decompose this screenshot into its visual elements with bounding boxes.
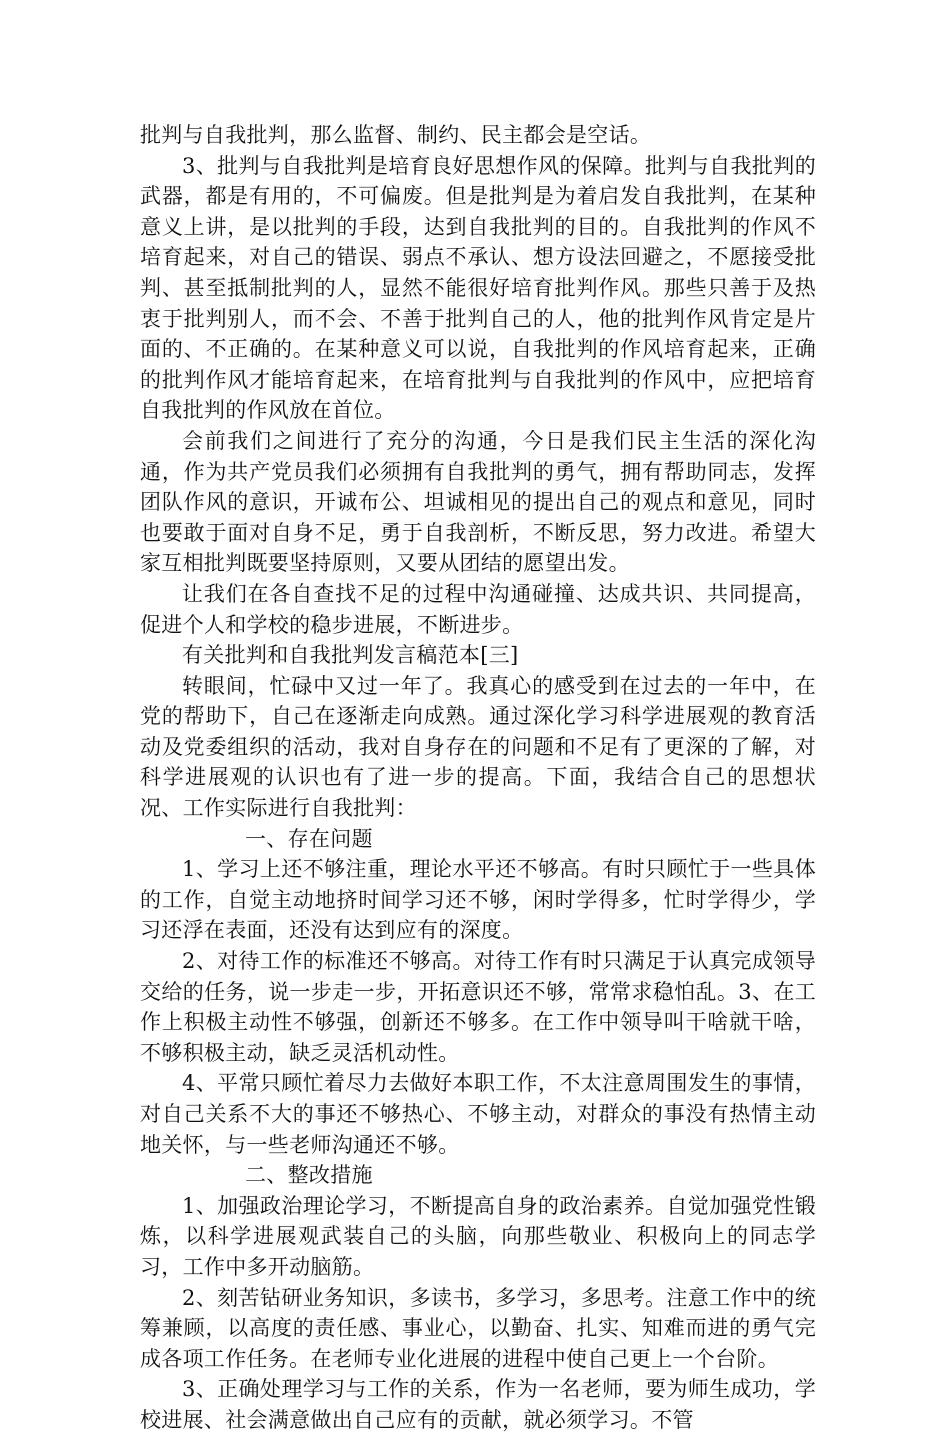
section-heading-problems: 一、存在问题 [245, 826, 373, 851]
paragraph-problem-1: 1、学习上还不够注重，理论水平还不够高。有时只顾忙于一些具体的工作，自觉主动地挤时间学习还不够，闲时学得多，忙时学得少，学习还浮在表面，还没有达到应有的深度。 [140, 857, 816, 943]
paragraph-problem-4: 4、平常只顾忙着尽力去做好本职工作，不太注意周围发生的事情，对自己关系不大的事还不够热心、不够主动，对群众的事没有热情主动地关怀，与一些老师沟通还不够。 [140, 1071, 816, 1157]
paragraph-intro: 转眼间，忙碌中又过一年了。我真心的感受到在过去的一年中，在党的帮助下，自己在逐渐走向成熟。通过深化学习科学进展观的教育活动及党委组织的活动，我对自身存在的问题和不足有了更深的了解，对科学进展观的认识也有了进一步的提高。下面，我结合自己的思想状况、工作实际进行自我批判： [140, 673, 816, 821]
paragraph-criticism-guarantee: 3、批判与自我批判是培育良好思想作风的保障。批判与自我批判的武器，都是有用的，不可偏废。但是批判是为着启发自我批判，在某种意义上讲，是以批判的手段，达到自我批判的目的。自我批判的作风不培育起来，对自己的错误、弱点不承认、想方设法回避之，不愿接受批判、甚至抵制批判的人，显然不能很好培育批判作风。那些只善于及热衷于批判别人，而不会、不善于批判自己的人，他的批判作风肯定是片面的、不正确的。在某种意义可以说，自我批判的作风培育起来，正确的批判作风才能培育起来，在培育批判与自我批判的作风中，应把培育自我批判的作风放在首位。 [140, 153, 816, 423]
section-heading-measures: 二、整改措施 [245, 1163, 373, 1188]
paragraph-measure-2: 2、刻苦钻研业务知识，多读书，多学习，多思考。注意工作中的统筹兼顾，以高度的责任感、事业心，以勤奋、扎实、知难而进的勇气完成各项工作任务。在老师专业化进展的进程中使自己更上一个台阶。 [140, 1285, 816, 1371]
document-page [140, 120, 816, 1436]
paragraph-continued: 批判与自我批判，那么监督、制约、民主都会是空话。 [140, 123, 652, 147]
paragraph-closing-wish: 让我们在各自查找不足的过程中沟通碰撞、达成共识、共同提高，促进个人和学校的稳步进展，不断进步。 [140, 581, 816, 637]
document-heading: 有关批判和自我批判发言稿范本[三] [182, 643, 519, 668]
paragraph-measure-1: 1、加强政治理论学习，不断提高自身的政治素养。自觉加强党性锻炼，以科学进展观武装自己的头脑，向那些敬业、积极向上的同志学习，工作中多开动脑筋。 [140, 1193, 816, 1279]
paragraph-meeting-communication: 会前我们之间进行了充分的沟通，今日是我们民主生活的深化沟通，作为共产党员我们必须拥有自我批判的勇气，拥有帮助同志，发挥团队作风的意识，开诚布公、坦诚相见的提出自己的观点和意见，同时也要敢于面对自身不足，勇于自我剖析，不断反思，努力改进。希望大家互相批判既要坚持原则，又要从团结的愿望出发。 [140, 428, 816, 576]
paragraph-problem-2-3: 2、对待工作的标准还不够高。对待工作有时只满足于认真完成领导交给的任务，说一步走一步，开拓意识还不够，常常求稳怕乱。3、在工作上积极主动性不够强，创新还不够多。在工作中领导叫干啥就干啥，不够积极主动，缺乏灵活机动性。 [140, 949, 816, 1065]
paragraph-measure-3: 3、正确处理学习与工作的关系，作为一名老师，要为师生成功，学校进展、社会满意做出自己应有的贡献，就必须学习。不管 [140, 1377, 816, 1432]
